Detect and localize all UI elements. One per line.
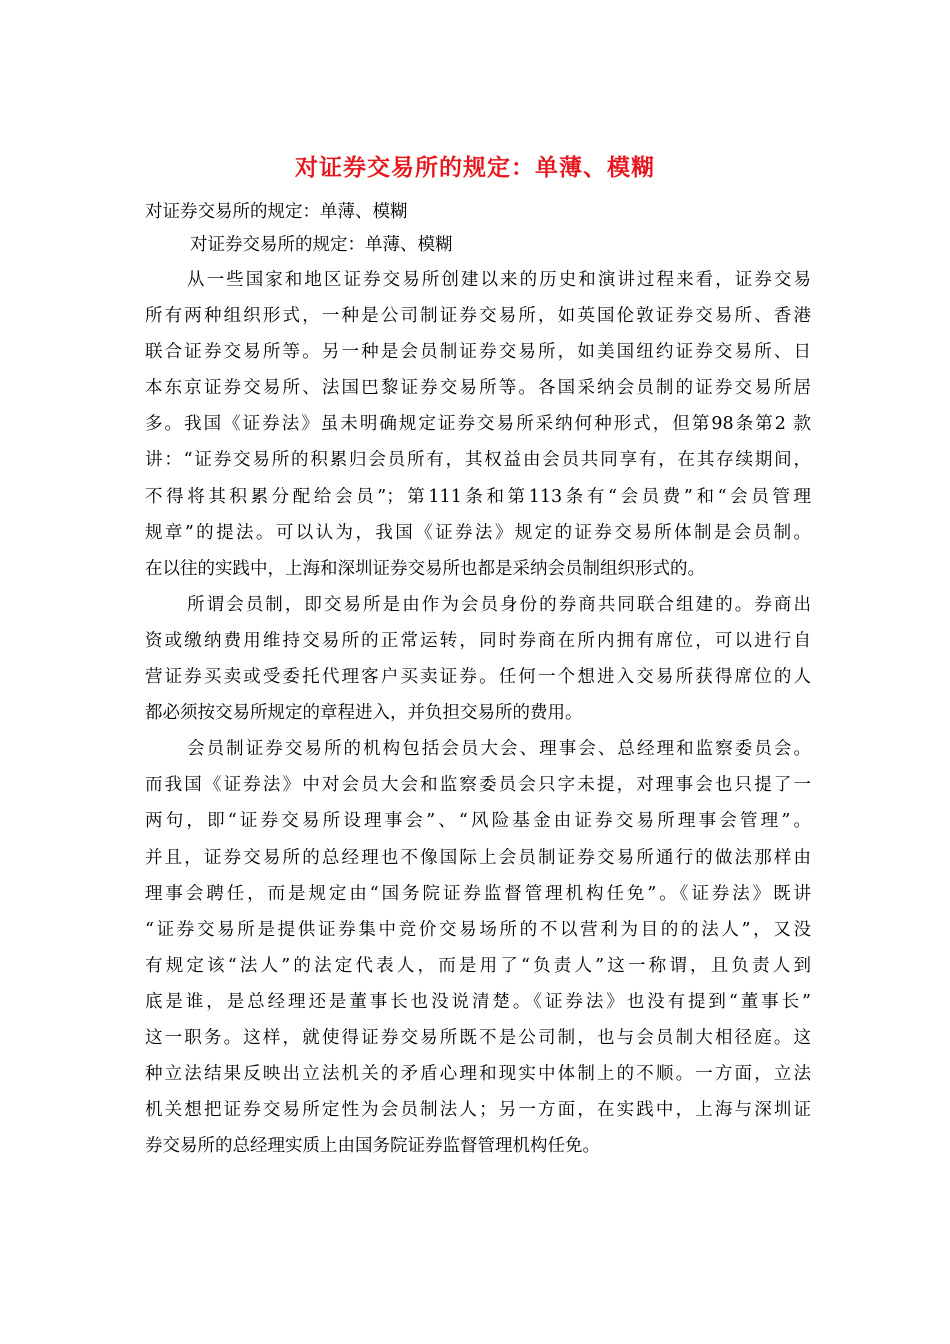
text-line: 会员制证券交易所的机构包括会员大会、理事会、总经理和监察委员会。 (187, 739, 811, 760)
text-line: 多。我国《证券法》虽未明确规定证券交易所采纳何种形式，但第98条第2 款 (145, 414, 811, 435)
text-line: 所有两种组织形式，一种是公司制证券交易所，如英国伦敦证券交易所、香港 (145, 306, 811, 327)
text-line: 两句，即“证券交易所设理事会”、“风险基金由证券交易所理事会管理”。 (145, 811, 811, 832)
text-line: “证券交易所是提供证券集中竞价交易场所的不以营利为目的的法人”，又没 (145, 919, 811, 940)
text-line: 都必须按交易所规定的章程进入，并负担交易所的费用。 (145, 703, 583, 724)
subtitle-line-2: 对证券交易所的规定：单薄、模糊 (190, 235, 453, 255)
paragraph-membership-system (145, 587, 811, 731)
text-line: 理事会聘任，而是规定由“国务院证券监督管理机构任免”。《证券法》既讲 (145, 883, 811, 904)
text-line: 底是谁，是总经理还是董事长也没说清楚。《证券法》也没有提到“董事长” (145, 991, 811, 1012)
text-line: 机关想把证券交易所定性为会员制法人；另一方面，在实践中，上海与深圳证 (145, 1100, 811, 1121)
text-line: 联合证券交易所等。另一种是会员制证券交易所，如美国纽约证券交易所、日 (145, 342, 811, 363)
document-body (145, 262, 811, 1164)
text-line: 而我国《证券法》中对会员大会和监察委员会只字未提，对理事会也只提了一 (145, 775, 811, 796)
text-line: 从一些国家和地区证券交易所创建以来的历史和演讲过程来看，证券交易 (187, 270, 811, 290)
text-line: 有规定该“法人”的法定代表人，而是用了“负责人”这一称谓，且负责人到 (145, 955, 811, 976)
text-line: 讲：“证券交易所的积累归会员所有，其权益由会员共同享有，在其存续期间， (145, 450, 811, 471)
text-line: 并且，证券交易所的总经理也不像国际上会员制证券交易所通行的做法那样由 (145, 847, 811, 868)
text-line: 在以往的实践中，上海和深圳证券交易所也都是采纳会员制组织形式的。 (145, 558, 705, 579)
text-line: 券交易所的总经理实质上由国务院证券监督管理机构任免。 (145, 1136, 600, 1157)
text-line: 本东京证券交易所、法国巴黎证券交易所等。各国采纳会员制的证券交易所居 (145, 378, 811, 399)
text-line: 种立法结果反映出立法机关的矛盾心理和现实中体制上的不顺。一方面，立法 (145, 1064, 811, 1085)
text-line: 所谓会员制，即交易所是由作为会员身份的券商共同联合组建的。券商出 (187, 594, 811, 615)
page-title: 对证券交易所的规定：单薄、模糊 (295, 154, 655, 181)
text-line: 营证券买卖或受委托代理客户买卖证券。任何一个想进入交易所获得席位的人 (145, 667, 811, 688)
text-line: 规章”的提法。可以认为，我国《证券法》规定的证券交易所体制是会员制。 (145, 522, 811, 543)
subtitle-line-1: 对证券交易所的规定：单薄、模糊 (145, 202, 408, 222)
paragraph-institutions (145, 731, 811, 1164)
paragraph-organization-forms (145, 262, 811, 587)
text-line: 这一职务。这样，就使得证券交易所既不是公司制，也与会员制大相径庭。这 (145, 1027, 811, 1048)
text-line: 资或缴纳费用维持交易所的正常运转，同时券商在所内拥有席位，可以进行自 (145, 630, 811, 651)
text-line: 不得将其积累分配给会员”；第111条和第113条有“会员费”和“会员管理 (145, 486, 811, 507)
